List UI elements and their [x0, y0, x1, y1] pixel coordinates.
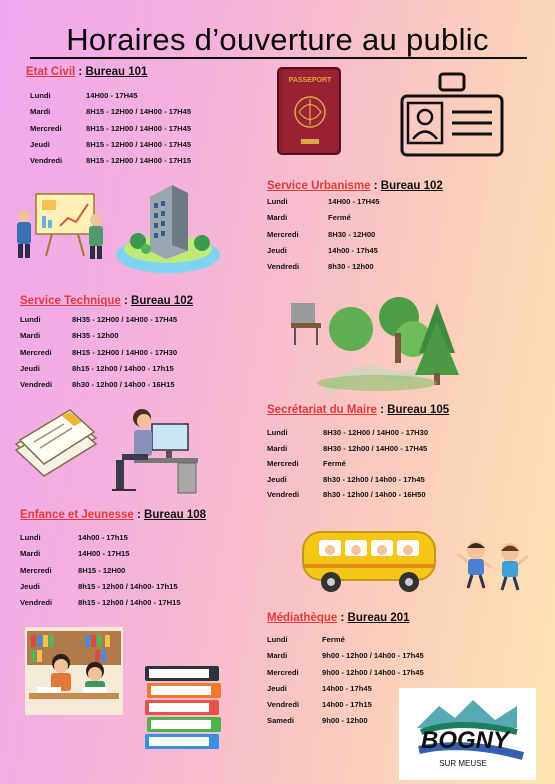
schedule-row: Jeudi 8H15 - 12H00 / 14H00 - 17H45: [30, 139, 192, 149]
schedule-row: Mercredi 8H15 - 12H00 / 14H00 - 17H45: [30, 123, 192, 133]
books-stack-illustration: [143, 664, 223, 758]
schedule-rows: [20, 315, 193, 396]
bogny-logo: [399, 688, 536, 780]
section-heading: Service Technique : Bureau 102: [20, 295, 194, 307]
children-illustration: [456, 538, 532, 592]
section-heading: Médiathèque : Bureau 201: [267, 612, 410, 624]
title-underline: [30, 57, 527, 59]
id-badge-icon: [400, 72, 504, 158]
schedule-row: Jeudi 8h15 - 12h00 / 14h00 - 17h15: [20, 363, 174, 373]
documents-illustration: [12, 404, 98, 482]
section-name: Service Technique: [20, 295, 121, 307]
schedule-row: Lundi 14H00 - 17H45: [267, 197, 380, 206]
section-secretariat: [267, 404, 449, 506]
schedule-row: Samedi 9h00 - 12h00: [267, 716, 368, 726]
schedule-row: Mardi 8H15 - 12H00 / 14H00 - 17H45: [30, 107, 192, 117]
section-room: Bureau 108: [144, 509, 207, 521]
schedule-row: Mardi 8H30 - 12h00 / 14H00 - 17H45: [267, 443, 428, 453]
section-heading: Enfance et Jeunesse : Bureau 108: [20, 509, 207, 521]
schedule-row: Lundi 14h00 - 17h15: [20, 533, 128, 542]
schedule-row: Vendredi 8h15 - 12h00 / 14h00 - 17H15: [20, 598, 181, 608]
section-name: Secrétariat du Maire: [267, 404, 377, 416]
section-technique: [20, 295, 193, 396]
schedule-row: Vendredi 8h30 - 12h00 / 14h00 - 16H15: [20, 380, 175, 390]
logo-sub: SUR MEUSE: [439, 759, 487, 768]
schedule-row: Vendredi 14h00 - 17h15: [267, 700, 372, 710]
logo-mountain-icon: [399, 688, 536, 780]
schedule-row: Mercredi 8H15 - 12H00 / 14H00 - 17H30: [20, 347, 178, 357]
section-room: Bureau 105: [387, 404, 450, 416]
schedule-rows: [26, 91, 192, 172]
section-room: Bureau 102: [131, 295, 194, 307]
section-name: Enfance et Jeunesse: [20, 509, 134, 521]
schedule-row: Lundi 14H00 - 17H45: [30, 91, 138, 100]
schedule-row: Mercredi 9h00 - 12h00 / 14h00 - 17h45: [267, 667, 424, 677]
schedule-row: Mercredi 8H30 - 12H00: [267, 229, 376, 239]
section-name: Etat Civil: [26, 66, 76, 78]
section-heading: Secrétariat du Maire : Bureau 105: [267, 404, 450, 416]
schedule-row: Jeudi 8h15 - 12h00 / 14h00- 17h15: [20, 581, 178, 591]
section-room: Bureau 102: [380, 180, 443, 192]
schedule-rows: [20, 533, 206, 614]
schedule-row: Vendredi 8H15 - 12H00 / 14H00 - 17H15: [30, 156, 192, 166]
library-reading-illustration: [25, 627, 123, 715]
section-urbanisme: [267, 180, 443, 278]
schedule-row: Vendredi 8h30 - 12h00: [267, 262, 374, 272]
schedule-row: Vendredi 8h30 - 12h00 / 14h00 - 16H50: [267, 490, 426, 499]
schedule-row: Mardi 8H35 - 12h00: [20, 331, 119, 341]
schedule-row: Mardi 14H00 - 17H15: [20, 549, 130, 559]
section-heading: Etat Civil : Bureau 101: [26, 66, 148, 78]
section-room: Bureau 201: [347, 612, 410, 624]
office-worker-illustration: [106, 404, 200, 498]
section-heading: Service Urbanisme : Bureau 102: [267, 180, 443, 192]
page-title: Horaires d’ouverture au public: [66, 22, 489, 57]
schedule-row: Jeudi 14h00 - 17h45: [267, 683, 372, 693]
schedule-rows: [267, 428, 449, 506]
building-island-illustration: [114, 177, 222, 275]
section-etat-civil: [26, 66, 192, 172]
schedule-row: Jeudi 14h00 - 17h45: [267, 245, 378, 255]
section-name: Service Urbanisme: [267, 180, 371, 192]
passport-illustration: [277, 67, 343, 157]
park-illustration: [287, 293, 471, 393]
school-bus-illustration: [299, 524, 439, 596]
logo-name: BOGNY: [420, 727, 510, 754]
presentation-illustration: [12, 190, 104, 262]
schedule-row: Mardi 9h00 - 12h00 / 14h00 - 17h45: [267, 651, 424, 661]
section-room: Bureau 101: [85, 66, 148, 78]
schedule-row: Lundi 8H35 - 12H00 / 14H00 - 17H45: [20, 315, 178, 324]
schedule-row: Lundi Fermé: [267, 635, 345, 644]
schedule-row: Mercredi 8H15 - 12H00: [20, 565, 126, 575]
section-enfance: [20, 509, 206, 614]
section-name: Médiathèque: [267, 612, 338, 624]
schedule-rows: [267, 197, 443, 278]
svg-text:PASSEPORT: PASSEPORT: [288, 77, 332, 84]
schedule-row: Mercredi Fermé: [267, 459, 346, 468]
schedule-row: Mardi Fermé: [267, 213, 351, 223]
schedule-rows: [267, 635, 424, 733]
schedule-row: Lundi 8H30 - 12H00 / 14H00 - 17H30: [267, 428, 429, 437]
section-mediatheque: [267, 612, 424, 733]
schedule-row: Jeudi 8h30 - 12h00 / 14h00 - 17h45: [267, 474, 425, 484]
